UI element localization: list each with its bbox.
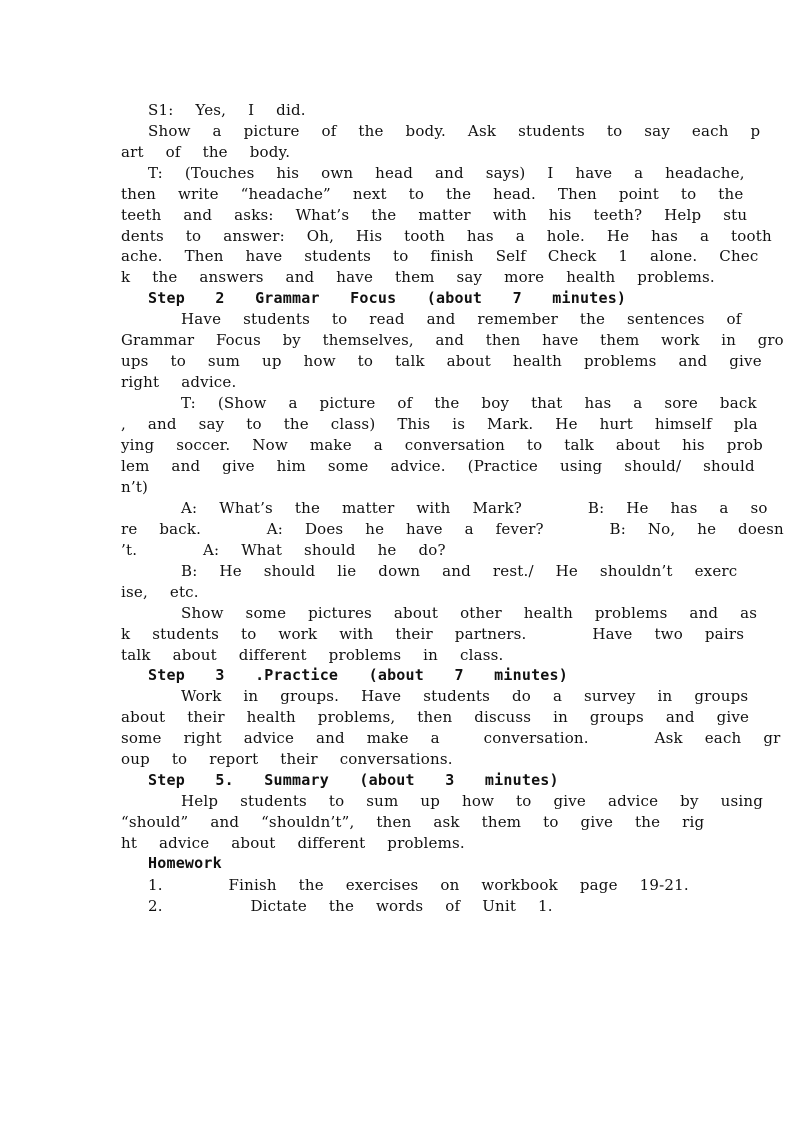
- text-line: ’t. A: What should he do?: [121, 541, 446, 559]
- text-line: Show a picture of the body. Ask students to say each p: [148, 122, 761, 140]
- text-line: then write “headache” next to the head. Then point to the: [121, 185, 744, 203]
- section-heading: Step 5. Summary (about 3 minutes): [148, 771, 559, 789]
- text-line: T: (Show a picture of the boy that has a sore back: [181, 394, 757, 412]
- text-line: talk about different problems in class.: [121, 646, 504, 664]
- text-line: Show some pictures about other health problems and as: [181, 604, 758, 622]
- text-line: ise, etc.: [121, 583, 199, 601]
- text-line: about their health problems, then discuss in groups and give: [121, 708, 750, 726]
- text-line: dents to answer: Oh, His tooth has a hole. He has a tooth: [121, 227, 772, 245]
- text-line: art of the body.: [121, 143, 291, 161]
- text-line: right advice.: [121, 373, 237, 391]
- text-line: k students to work with their partners. Have two pairs: [121, 625, 745, 643]
- homework-item: 1. Finish the exercises on workbook page 19-21.: [148, 876, 689, 894]
- section-heading: Step 2 Grammar Focus (about 7 minutes): [148, 289, 627, 307]
- text-line: S1: Yes, I did.: [148, 101, 306, 119]
- text-line: oup to report their conversations.: [121, 750, 453, 768]
- homework-heading: Homework: [148, 854, 222, 872]
- text-line: some right advice and make a conversation. Ask each gr: [121, 729, 781, 747]
- text-line: Grammar Focus by themselves, and then have them work in gro: [121, 331, 784, 349]
- homework-item: 2. Dictate the words of Unit 1.: [148, 897, 553, 915]
- text-line: Work in groups. Have students do a survey in groups: [181, 687, 749, 705]
- text-line: lem and give him some advice. (Practice using should/ should: [121, 457, 755, 475]
- section-heading: Step 3 .Practice (about 7 minutes): [148, 666, 568, 684]
- text-line: Have students to read and remember the sentences of: [181, 310, 742, 328]
- text-line: k the answers and have them say more health problems.: [121, 268, 715, 286]
- text-line: T: (Touches his own head and says) I have a headache,: [148, 164, 745, 182]
- text-line: teeth and asks: What’s the matter with his teeth? Help stu: [121, 206, 748, 224]
- text-line: re back. A: Does he have a fever? B: No, he doesn: [121, 520, 784, 538]
- text-line: ups to sum up how to talk about health problems and give: [121, 352, 762, 370]
- text-line: n’t): [121, 478, 149, 496]
- text-line: ying soccer. Now make a conversation to talk about his prob: [121, 436, 763, 454]
- text-line: , and say to the class) This is Mark. He hurt himself pla: [121, 415, 758, 433]
- text-line: “should” and “shouldn’t”, then ask them to give the rig: [121, 813, 705, 831]
- text-line: B: He should lie down and rest./ He shouldn’t exerc: [181, 562, 738, 580]
- text-line: A: What’s the matter with Mark? B: He has a so: [181, 499, 768, 517]
- text-line: Help students to sum up how to give advice by using: [181, 792, 764, 810]
- text-line: ht advice about different problems.: [121, 834, 465, 852]
- text-line: ache. Then have students to finish Self Check 1 alone. Chec: [121, 247, 759, 265]
